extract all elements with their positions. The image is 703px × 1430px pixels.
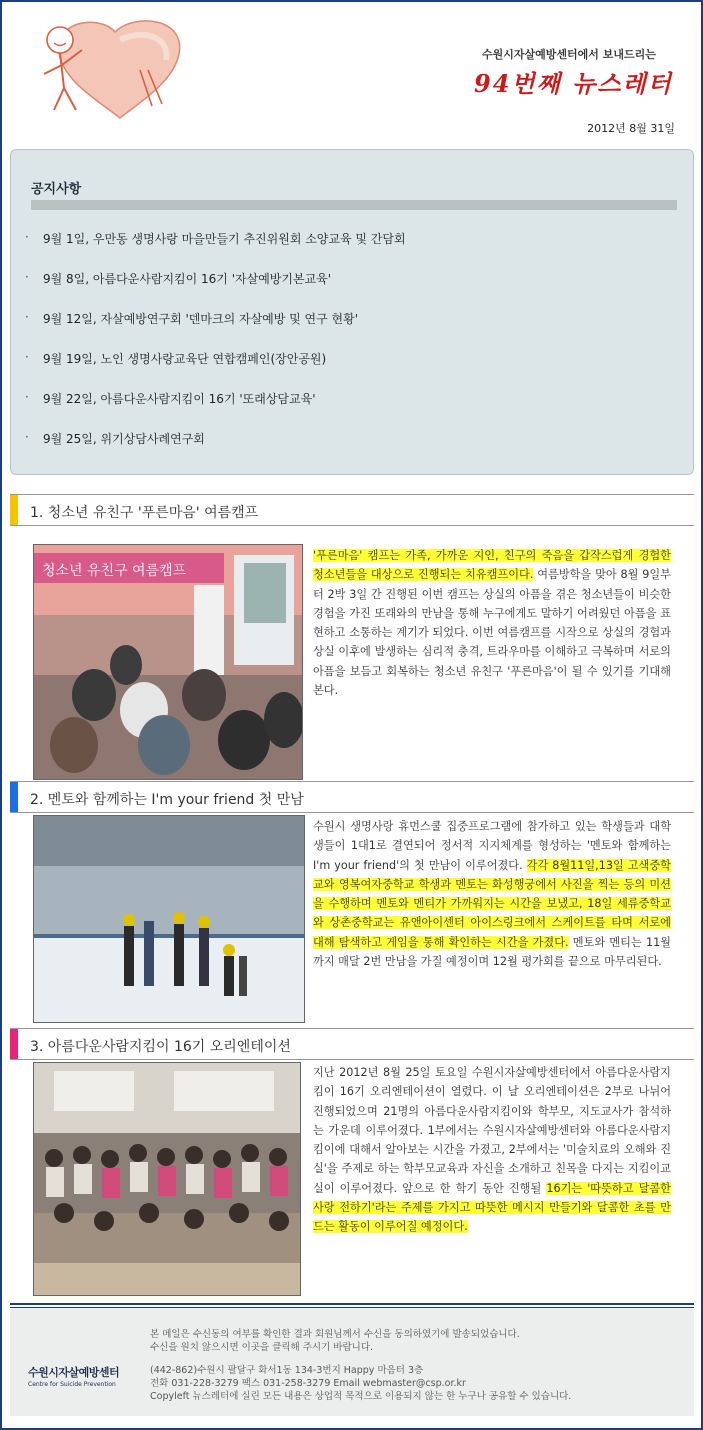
contact-line: 전화 031-228-3279 팩스 031-258-3279 Email webmaster@csp.or.kr <box>150 1378 466 1389</box>
section-2-body <box>313 817 671 971</box>
camp-photo <box>33 544 303 780</box>
footer <box>10 1308 694 1416</box>
notice-item-text: 9월 12일, 자살예방연구회 '덴마크의 자살예방 및 연구 현황' <box>43 312 359 326</box>
notice-box <box>10 149 694 475</box>
notice-item-text: 9월 22일, 아름다운사람지킴이 16기 '또래상담교육' <box>43 392 316 406</box>
section-1-highlight: '푸른마음' 캠프는 가족, 가까운 지인, 친구의 죽음을 갑작스럽게 경험한 청소년들을 대상으로 진행되는 치유캠프이다. <box>313 549 671 582</box>
notice-list <box>25 230 406 470</box>
copyleft-line: Copyleft 뉴스레터에 실린 모든 내용은 상업적 목적으로 이용되지 않는 한 누구나 공유할 수 있습니다. <box>150 1391 572 1402</box>
center-logo-korean: 수원시자살예방센터 <box>28 1366 120 1379</box>
notice-item <box>25 270 406 310</box>
bullet-icon: · <box>25 270 29 284</box>
notice-item-text: 9월 19일, 노인 생명사랑교육단 연합캠페인(장안공원) <box>43 352 327 366</box>
notice-item <box>25 390 406 430</box>
notice-item-text: 9월 8일, 아름다운사람지킴이 16기 '자살예방기본교육' <box>43 272 332 286</box>
bullet-icon: · <box>25 430 29 444</box>
notice-item <box>25 230 406 270</box>
notice-item <box>25 350 406 390</box>
section-accent-bar <box>10 782 18 812</box>
section-2-text-after: 멘토와 멘티는 11월까지 매달 2번 만남을 가질 예정이며 12월 평가회를 끝으로 마무리된다. <box>313 935 671 969</box>
section-2-title: 2. 멘토와 함께하는 I'm your friend 첫 만남 <box>30 792 304 808</box>
notice-item-text: 9월 1일, 우만동 생명사랑 마을만들기 추진위원회 소양교육 및 간담회 <box>43 232 406 246</box>
heart-mascot-illustration <box>20 10 210 130</box>
notice-item <box>25 430 406 470</box>
newsletter-header <box>2 2 701 142</box>
notice-item <box>25 310 406 350</box>
section-1-title: 1. 청소년 유친구 '푸른마음' 여름캠프 <box>30 505 259 521</box>
notice-item-text: 9월 25일, 위기상담사례연구회 <box>43 432 205 446</box>
section-3-title: 3. 아름다운사람지킴이 16기 오리엔테이션 <box>30 1039 291 1055</box>
bullet-icon: · <box>25 350 29 364</box>
section-1-body <box>313 546 671 700</box>
section-accent-bar <box>10 1029 18 1059</box>
newsletter-title: 94번째 뉴스레터 <box>474 69 673 98</box>
section-accent-bar <box>10 495 18 525</box>
consent-line: 본 메일은 수신동의 여부를 확인한 결과 회원님께서 수신을 동의하였기에 발송되었습니다. <box>150 1329 520 1340</box>
bullet-icon: · <box>25 310 29 324</box>
footer-contact-info <box>150 1364 571 1403</box>
camp-banner-text: 청소년 유친구 여름캠프 <box>42 563 187 579</box>
center-logo-english: Centre for Suicide Prevention <box>28 1381 116 1388</box>
orientation-photo <box>33 1062 301 1296</box>
section-1-header <box>10 494 694 526</box>
notice-title: 공지사항 <box>31 182 82 197</box>
footer-divider <box>10 1303 694 1305</box>
section-3-body <box>313 1063 671 1237</box>
section-2-text-before: 수원시 생명사랑 휴먼스쿨 집중프로그램에 참가하고 있는 학생들과 대학생들이 1대1로 결연되어 정서적 지지체계를 형성하는 '멘토와 함께하는 I'm your friend'의 첫 만남이 이루어졌다. <box>313 820 671 872</box>
section-3-highlight: 16기는 '따뜻하고 달콤한 사랑 전하기'라는 주제를 가지고 따뜻한 메시지 만들기와 달콤한 초를 만드는 활동이 이루어질 예정이다. <box>313 1181 671 1234</box>
section-3-text-before: 지난 2012년 8월 25일 토요일 수원시자살예방센터에서 아름다운사람지킴이 16기 오리엔테이션이 열렸다. 이 날 오리엔테이션은 2부로 나뉘어 진행되었으며 21명의 아름다운사람지킴이와 학부모, 지도교사가 참석하는 가운데 이루어졌다. 1부에서는 수원시자살예방센터와 아름다운사람지킴이에 대해서 알아보는 시간을 가졌고, 2부에서는 '미술치료의 오해와 진실'을 주제로 하는 학부모교육과 자신을 소개하고 친목을 다지는 지킴이교실이 이루어졌다. 앞으로 한 학기 동안 진행될 <box>313 1066 671 1195</box>
section-1-text: 여름방학을 맞아 8월 9일부터 2박 3일 간 진행된 이번 캠프는 상실의 아픔을 겪은 청소년들이 비슷한 경험을 가진 또래와의 만남을 통해 누구에게도 말하기 어려웠던 아픔을 표현하고 소통하는 계기가 되었다. 이번 여름캠프를 시작으로 상실의 경험과 상실 이후에 발생하는 심리적 충격, 트라우마를 이해하고 극복하며 서로의 아픔을 보듬고 회복하는 청소년 유친구 '푸른마음'이 될 수 있기를 기대해 본다. <box>313 568 671 698</box>
header-subtitle: 수원시자살예방센터에서 보내드리는 <box>482 48 656 61</box>
unsubscribe-link[interactable]: 수신을 원치 않으시면 이곳을 클릭해 주시기 바랍니다. <box>150 1342 374 1353</box>
section-2-header <box>10 781 694 813</box>
bullet-icon: · <box>25 390 29 404</box>
section-2-highlight: 각각 8월11일,13일 고색중학교와 영복여자중학교 학생과 멘토는 화성행궁에서 사진을 찍는 등의 미션을 수행하며 멘토와 멘티가 가까워지는 시간을 보냈고, 18일 세류중학교와 상촌중학교는 유앤아이센터 아이스링크에서 스케이트를 타며 서로에 대해 탐색하고 게임을 통해 확인하는 시간을 가졌다. <box>313 858 671 949</box>
center-logo <box>28 1364 119 1388</box>
address-line: (442-862)수원시 팔달구 화서1동 134-3번지 Happy 마음터 3층 <box>150 1365 424 1376</box>
footer-consent-notice <box>150 1328 520 1354</box>
notice-divider <box>31 200 677 210</box>
bullet-icon: · <box>25 230 29 244</box>
issue-date: 2012년 8월 31일 <box>587 122 675 135</box>
section-3-header <box>10 1028 694 1060</box>
skating-photo <box>33 815 305 1023</box>
